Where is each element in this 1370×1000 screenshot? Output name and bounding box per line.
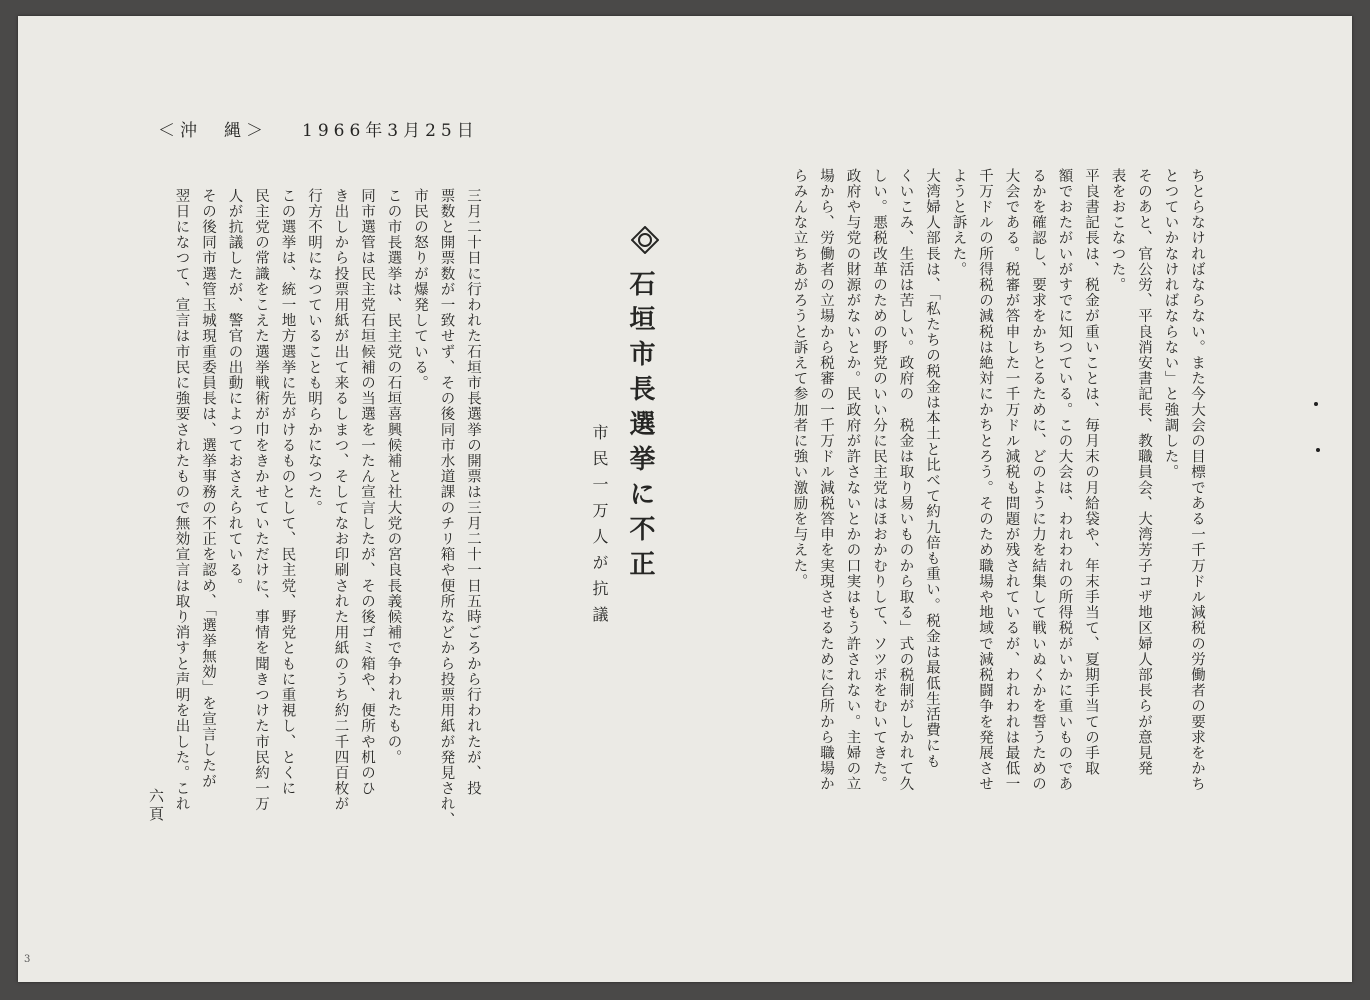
text-line: 額でおたがいがすでに知つている。この大会は、われわれの所得税がいかに重いものであ xyxy=(1056,168,1073,792)
text-line: 三月二十日に行われた石垣市長選挙の開票は三月二十一日五時ごろから行われたが、投 xyxy=(465,188,481,797)
text-line: るかを確認し、要求をかちとるために、どのように力を結集して戦いぬくかを誓うための xyxy=(1030,168,1046,792)
text-line: 大会である。税審が答申した一千万ドル減税も問題が残されているが、われわれは最低一 xyxy=(1003,168,1020,792)
header-date: 1966年3月25日 xyxy=(302,121,479,141)
text-line: とつていかなければならない」と強調した。 xyxy=(1162,168,1179,480)
diamond-mark-icon xyxy=(631,226,659,254)
text-line: ちとらなければならない。また今大会の目標である一千万ドル減税の労働者の要求をかち xyxy=(1189,168,1205,792)
corner-number: 3 xyxy=(24,954,31,965)
text-line: 千万ドルの所得税の減税は絶対にかちとろう。そのため職場や地域で減税闘争を発展させ xyxy=(977,168,993,792)
text-line: 票数と開票数が一致せず、その後同市水道課のチリ箱や便所などから投票用紙が発見され、 xyxy=(438,188,455,828)
text-line: 翌日になつて、宣言は市民に強要されたもので無効宣言は取り消すと声明を出した。これ xyxy=(173,188,190,812)
text-line: しい。悪税改革のための野党のいい分に民主党はほおかむりして、ソツポをむいてきた。 xyxy=(871,168,887,792)
text-line: き出しから投票用紙が出て来るしまつ、そしてなお印刷された用紙のうち約二千四百枚が xyxy=(332,188,349,812)
text-line: くいこみ、生活は苦しい。政府の 税金は取り易いものから取る」式の税制がしかれて久 xyxy=(897,168,914,792)
text-line: その後同市選管玉城現重委員長は、選挙事務の不正を認め、「選挙無効」を宣言したが xyxy=(200,188,216,790)
text-line: 場から、労働者の立場から税審の一千万ドル減税答申を実現させるために台所から職場か xyxy=(818,168,834,792)
left-article-column xyxy=(168,188,486,908)
right-article-column xyxy=(786,168,1210,908)
text-line: ようと訴えた。 xyxy=(950,168,967,278)
text-line: そのあと、官公労、平良消安書記長、教職員会、大湾芳子コザ地区婦人部長らが意見発 xyxy=(1136,168,1152,777)
text-line: 大湾婦人部長は、「私たちの税金は本土と比べて約九倍も重い。税金は最低生活費にも xyxy=(924,168,940,770)
page-header xyxy=(158,116,479,141)
text-line: 民主党の常識をこえた選挙戦術が巾をきかせていただけに、事情を聞きつけた市民約一万 xyxy=(253,188,269,812)
document-page xyxy=(18,16,1352,982)
text-line: 行方不明になつていることも明らかになつた。 xyxy=(306,188,322,516)
text-line: 市民の怒りが爆発している。 xyxy=(412,188,428,391)
article-title: 石垣市長選挙に不正 xyxy=(625,270,655,585)
text-line: 政府や与党の財源がないとか。民政府が許さないとかの口実はもう許されない。主婦の立 xyxy=(844,168,861,792)
text-line: らみんな立ちあがろうと訴えて参加者に強い激励を与えた。 xyxy=(791,168,808,590)
text-line: 人が抗議したが、警官の出動によつておさえられている。 xyxy=(226,188,243,594)
header-region: ＜沖 縄＞ xyxy=(158,121,268,141)
article-subtitle: 市民一万人が抗議 xyxy=(590,424,609,632)
text-line: この選挙は、統一地方選挙に先がけるものとして、民主党、野党ともに重視し、とくに xyxy=(279,188,296,797)
text-line: 同市選管は民主党石垣候補の当選を一たん宣言したが、その後ゴミ箱や、便所や机のひ xyxy=(359,188,375,797)
text-line: 表をおこなつた。 xyxy=(1109,168,1126,293)
page-number: 六頁 xyxy=(147,788,165,824)
paper-speck xyxy=(1314,402,1318,406)
text-line: この市長選挙は、民主党の石垣喜興候補と社大党の宮良長義候補で争われたもの。 xyxy=(385,188,402,766)
text-line: 平良書記長は、税金が重いことは、毎月末の月給袋や、年末手当て、夏期手当ての手取 xyxy=(1083,168,1099,777)
paper-speck xyxy=(1316,448,1320,452)
